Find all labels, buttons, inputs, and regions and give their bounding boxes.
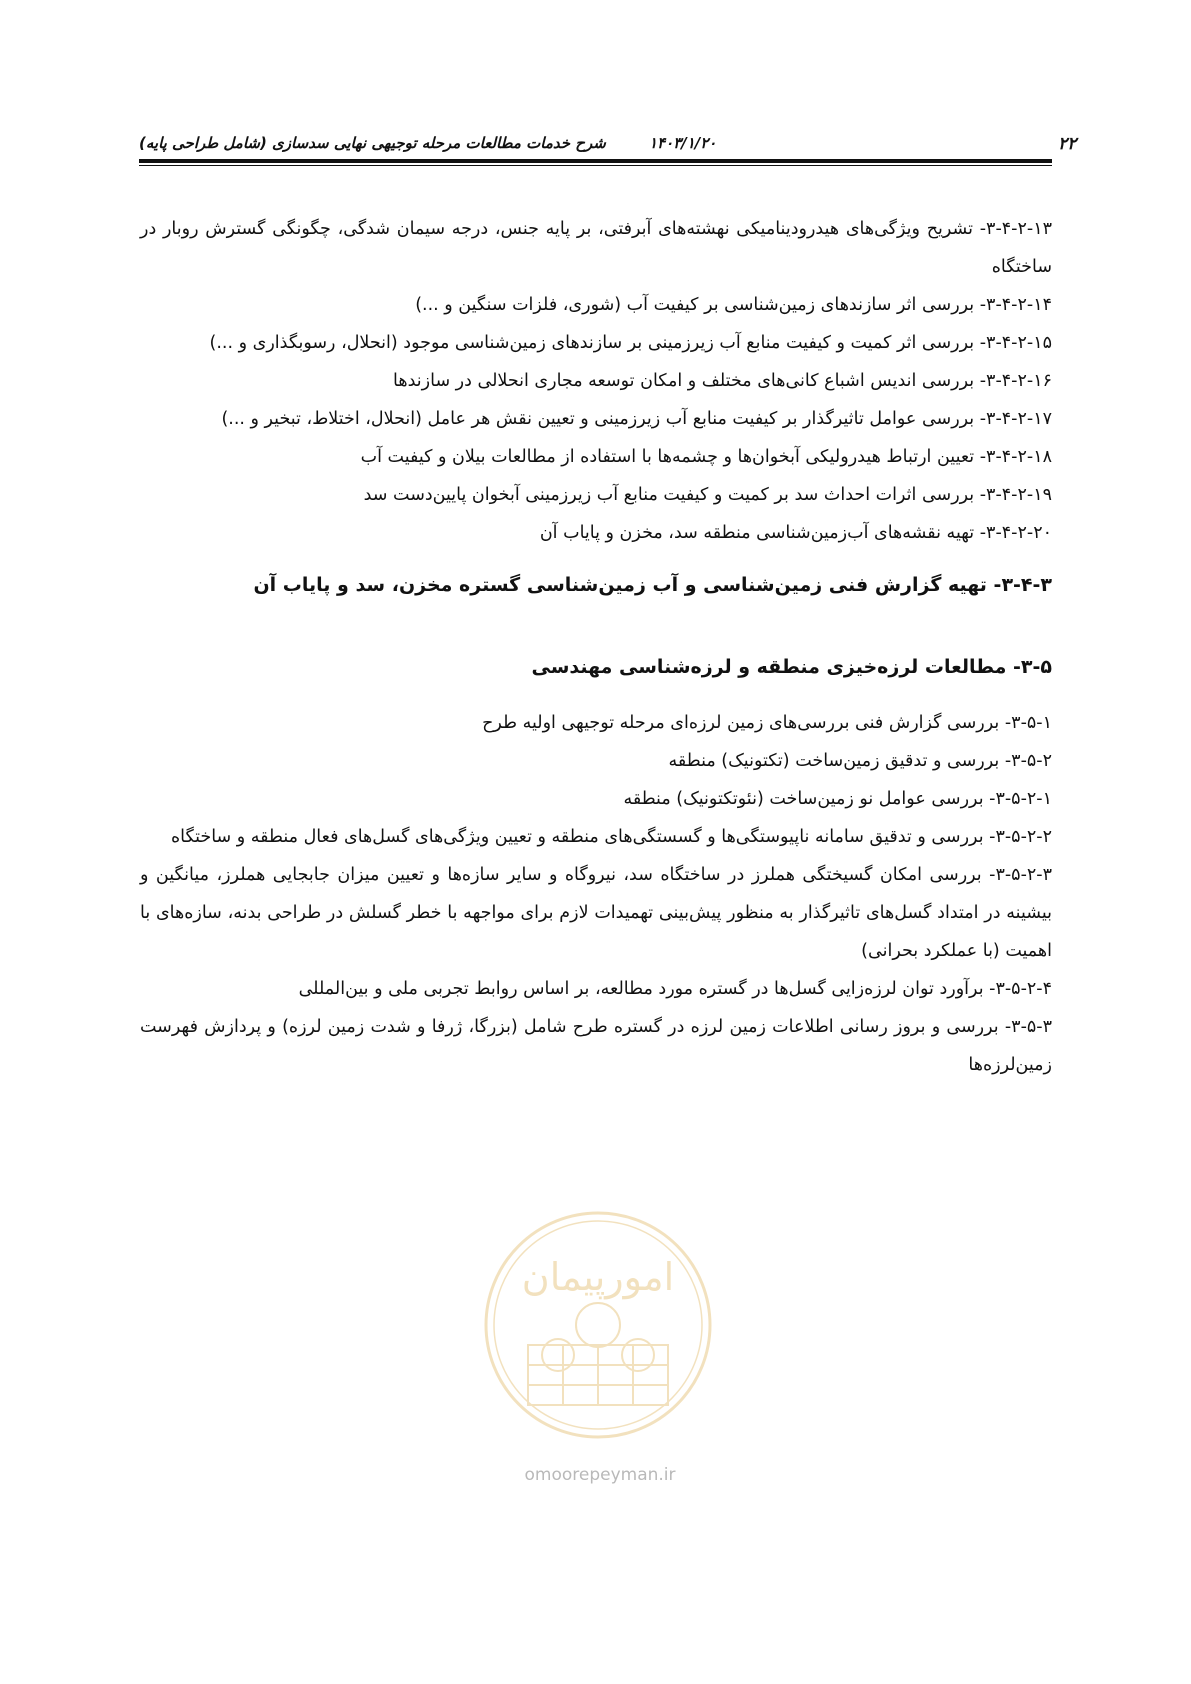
list-item: ۳-۵-۲-۳- بررسی امکان گسیختگی هملرز در ساختگاه سد، نیروگاه و سایر سازه‌ها و تعیین میزان جابجایی هملرز، میانگین و بیشینه در امتداد گسل‌های تاثیرگذار به منظور پیش‌بینی تهمیدات لازم برای مواجهه با خطر گسلش در طراحی بدنه، سازه‌های با اهمیت (با عملکرد بحرانی) <box>140 865 1052 961</box>
list-item: ۳-۴-۲-۱۶- بررسی اندیس اشباع کانی‌های مختلف و امکان توسعه مجاری انحلالی در سازندها <box>393 371 1052 391</box>
watermark-logo <box>478 1205 718 1445</box>
page-header <box>139 124 1077 158</box>
list-item: ۳-۵-۳- بررسی و بروز رسانی اطلاعات زمین لرزه در گستره طرح شامل (بزرگا، ژرفا و شدت زمین لرزه) و پردازش فهرست زمین‌لرزه‌ها <box>140 1017 1052 1075</box>
list-item: ۳-۴-۲-۱۵- بررسی اثر کمیت و کیفیت منابع آب زیرزمینی بر سازندهای زمین‌شناسی موجود (انحلال، رسوبگذاری و ...) <box>209 333 1052 353</box>
list-item: ۳-۵-۲-۲- بررسی و تدقیق سامانه ناپیوستگی‌ها و گسستگی‌های منطقه و تعیین ویژگی‌های گسل‌های فعال منطقه و ساختگاه <box>170 827 1052 847</box>
section-heading: ۳-۴-۳- تهیه گزارش فنی زمین‌شناسی و آب زمین‌شناسی گستره مخزن، سد و پایاب آن <box>253 574 1052 596</box>
section-heading: ۳-۵- مطالعات لرزه‌خیزی منطقه و لرزه‌شناسی مهندسی <box>531 656 1052 678</box>
list-item: ۳-۵-۱- بررسی گزارش فنی بررسی‌های زمین لرزه‌ای مرحله توجیهی اولیه طرح <box>482 713 1052 733</box>
list-item: ۳-۵-۲-۱- بررسی عوامل نو زمین‌ساخت (نئوتکتونیک) منطقه <box>623 789 1052 809</box>
list-item: ۳-۴-۲-۲۰- تهیه نقشه‌های آب‌زمین‌شناسی منطقه سد، مخزن و پایاب آن <box>539 523 1052 543</box>
document-date: ۱۴۰۳/۱/۲۰ <box>649 134 717 152</box>
header-rule-thin <box>139 165 1052 166</box>
list-item: ۳-۴-۲-۱۴- بررسی اثر سازندهای زمین‌شناسی بر کیفیت آب (شوری، فلزات سنگین و ...) <box>415 295 1052 315</box>
list-item: ۳-۴-۲-۱۹- بررسی اثرات احداث سد بر کمیت و کیفیت منابع آب زیرزمینی آبخوان پایین‌دست سد <box>363 485 1052 505</box>
list-item: ۳-۵-۲- بررسی و تدقیق زمین‌ساخت (تکتونیک) منطقه <box>668 751 1052 771</box>
list-item: ۳-۵-۲-۴- برآورد توان لرزه‌زایی گسل‌ها در گستره مورد مطالعه، بر اساس روابط تجربی ملی و بین‌المللی <box>298 979 1052 999</box>
list-item: ۳-۴-۲-۱۳- تشریح ویژگی‌های هیدرودینامیکی نهشته‌های آبرفتی، بر پایه جنس، درجه سیمان شدگی، چگونگی گسترش روبار در ساختگاه <box>140 219 1052 277</box>
watermark-site: omoorepeyman.ir <box>524 1465 676 1485</box>
document-title: شرح خدمات مطالعات مرحله توجیهی نهایی سدسازی (شامل طراحی پایه) <box>139 134 606 152</box>
page-number: ۲۲ <box>1058 134 1077 154</box>
header-rule-thick <box>139 159 1052 163</box>
logo-lettering: امورپیمان <box>521 1255 675 1299</box>
page-body <box>140 210 1052 1084</box>
list-item: ۳-۴-۲-۱۷- بررسی عوامل تاثیرگذار بر کیفیت منابع آب زیرزمینی و تعیین نقش هر عامل (انحلال، اختلاط، تبخیر و ...) <box>221 409 1052 429</box>
list-item: ۳-۴-۲-۱۸- تعیین ارتباط هیدرولیکی آبخوان‌ها و چشمه‌ها با استفاده از مطالعات بیلان و کیفیت آب <box>360 447 1052 467</box>
